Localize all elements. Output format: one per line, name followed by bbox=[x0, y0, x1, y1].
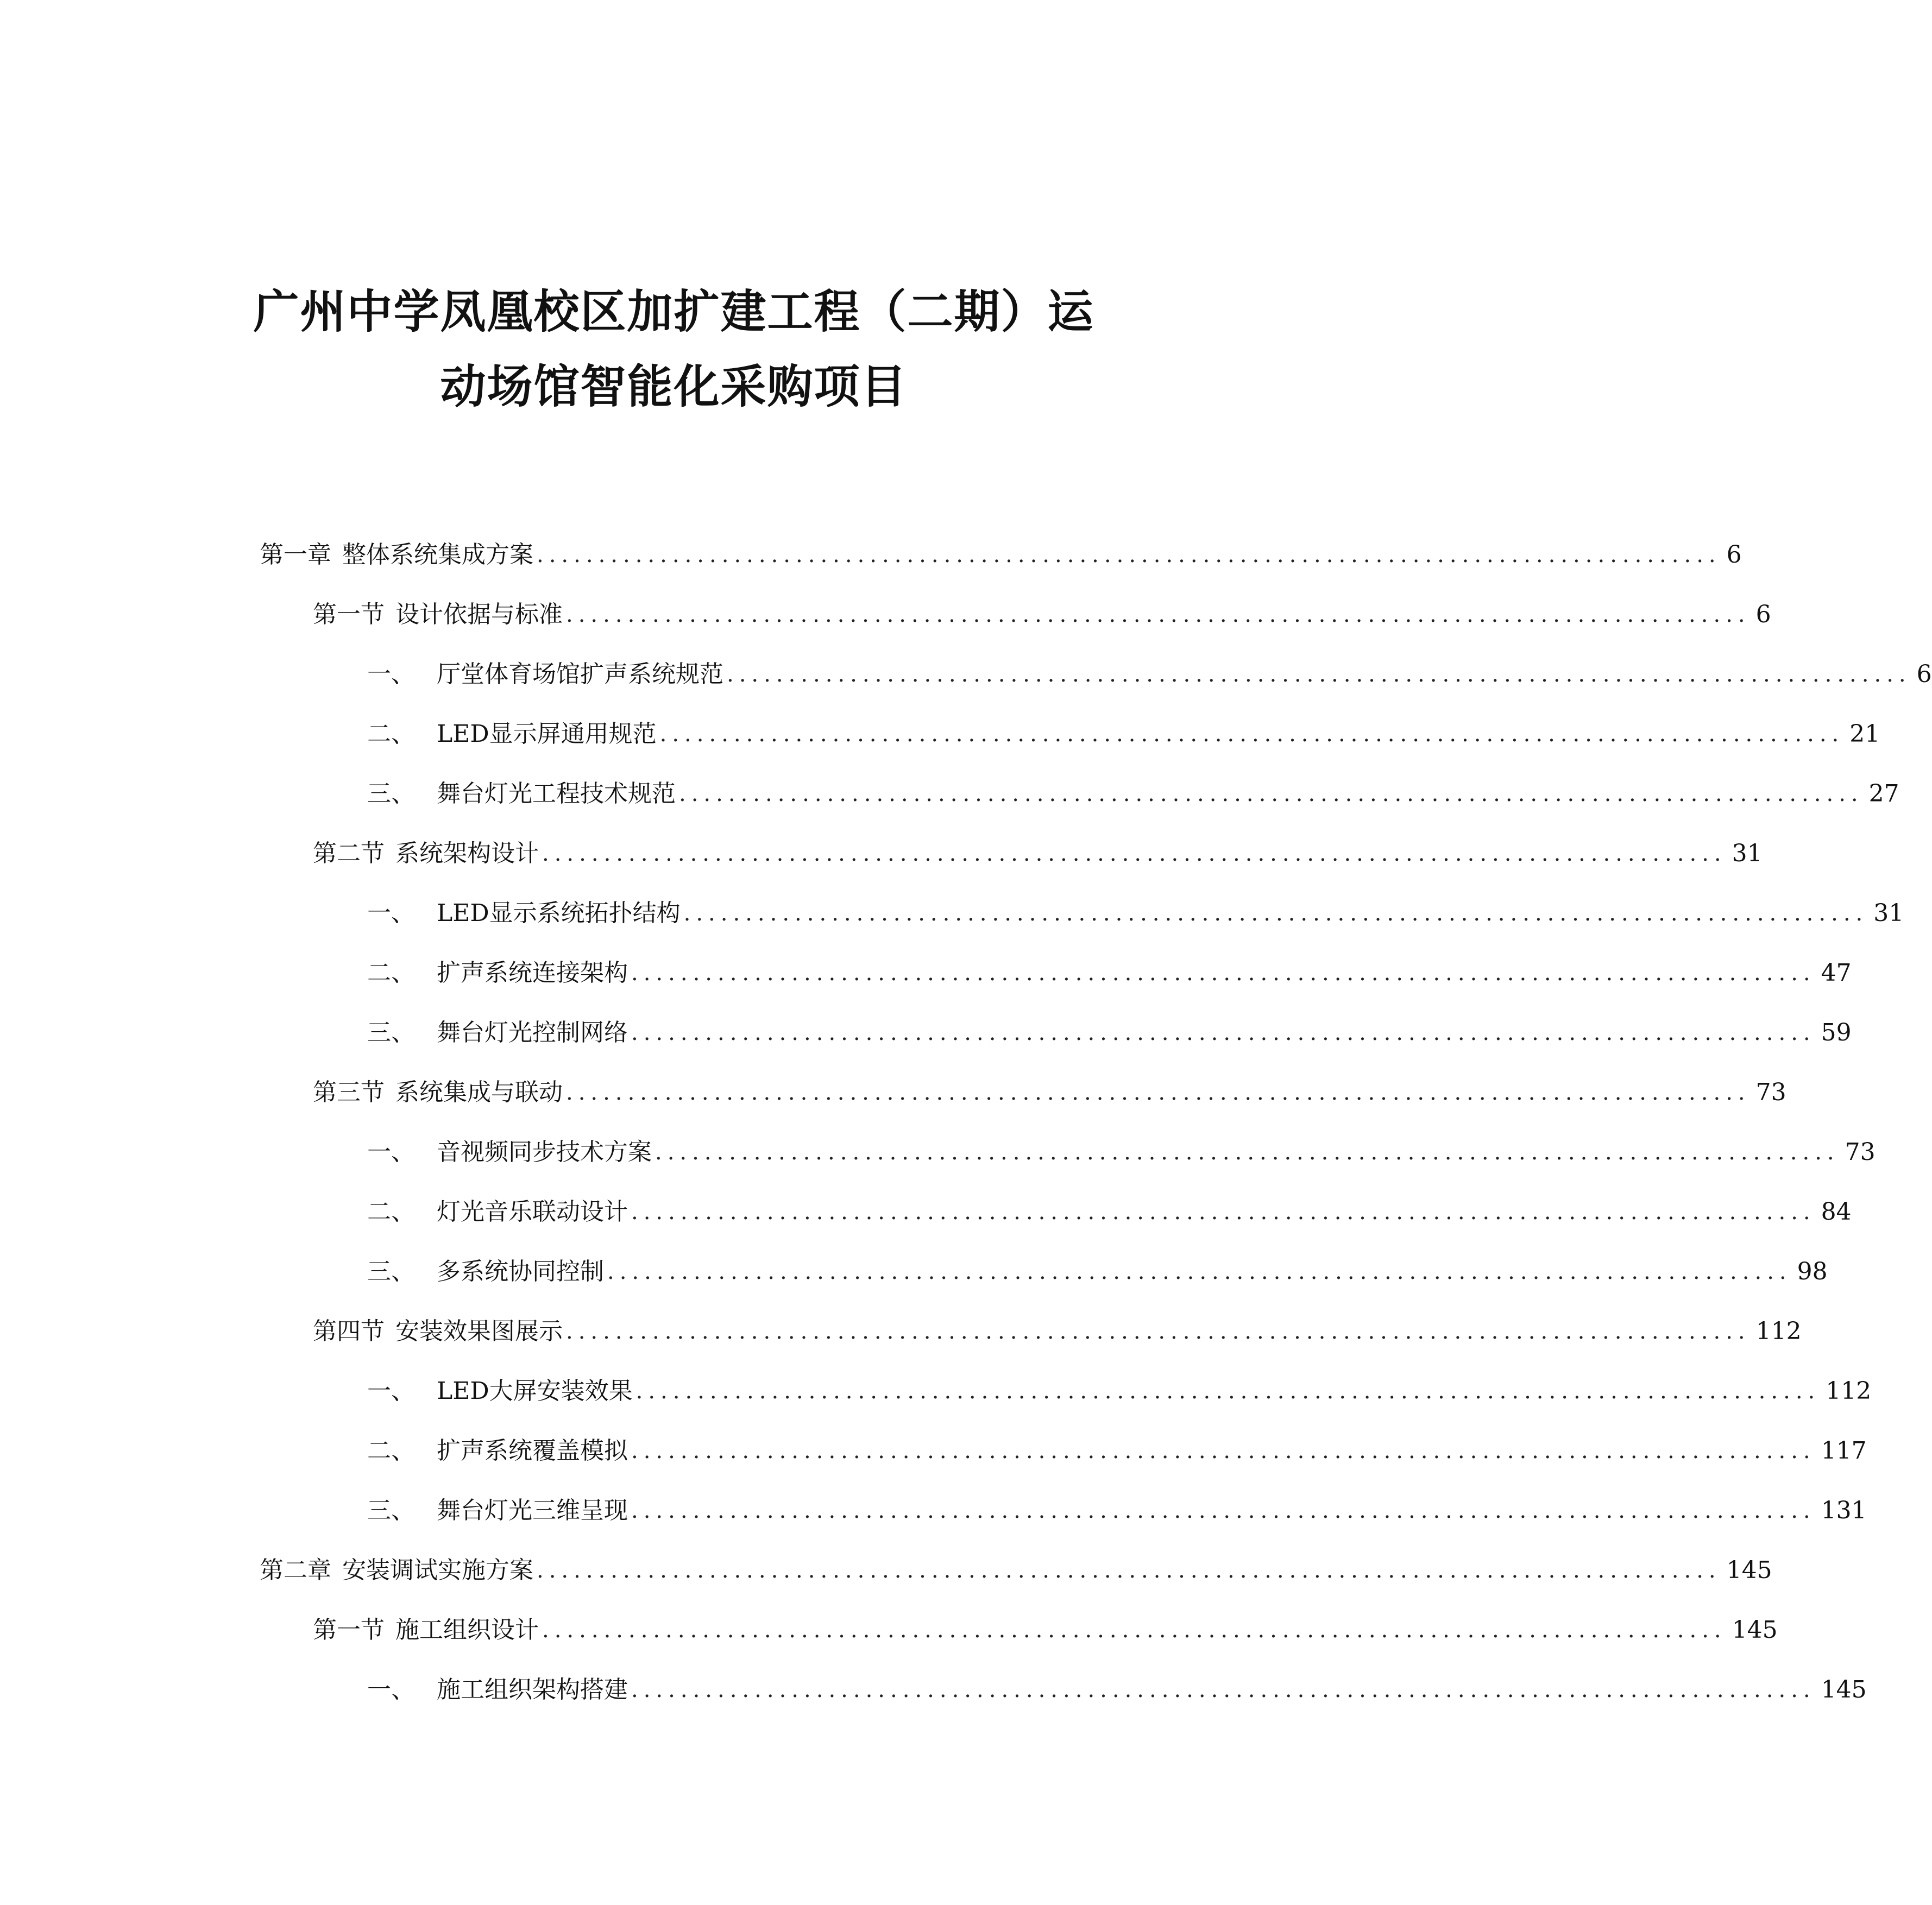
toc-entry-title: 设计依据与标准 bbox=[395, 601, 563, 628]
toc-entry-number: 二、 bbox=[367, 1198, 415, 1226]
toc-dot-leader: ................................................................................................ bbox=[607, 1259, 1792, 1284]
toc-entry-number: 第二章 bbox=[260, 1556, 331, 1584]
toc-entry[interactable] bbox=[367, 778, 1899, 810]
toc-entry-page: 145 bbox=[1726, 1556, 1772, 1584]
toc-entry-number: 第一章 bbox=[260, 541, 331, 569]
toc-entry-page: 6 bbox=[1916, 660, 1932, 688]
toc-entry[interactable] bbox=[367, 1375, 1872, 1408]
toc-dot-leader: ................................................................................................ bbox=[631, 1498, 1816, 1523]
toc-entry-title: 扩声系统连接架构 bbox=[437, 959, 628, 987]
toc-dot-leader: ................................................................................................ bbox=[631, 1439, 1816, 1464]
toc-dot-leader: ................................................................................................ bbox=[537, 543, 1721, 567]
toc-entry-number: 第一节 bbox=[313, 601, 385, 628]
toc-entry-number: 一、 bbox=[367, 899, 415, 927]
toc-dot-leader: ................................................................................................ bbox=[679, 781, 1864, 806]
toc-entry-number: 三、 bbox=[367, 1497, 415, 1524]
toc-entry-page: 6 bbox=[1755, 601, 1771, 628]
toc-entry-page: 131 bbox=[1821, 1497, 1867, 1524]
toc-entry-title: LED显示系统拓扑结构 bbox=[437, 899, 681, 927]
toc-entry[interactable] bbox=[367, 658, 1932, 691]
toc-entry[interactable] bbox=[367, 1017, 1852, 1049]
toc-entry[interactable] bbox=[367, 897, 1904, 930]
toc-dot-leader: ................................................................................................ bbox=[566, 602, 1751, 627]
toc-entry-title: 系统架构设计 bbox=[395, 840, 539, 867]
toc-entry-page: 21 bbox=[1849, 720, 1880, 748]
toc-entry[interactable] bbox=[313, 1315, 1802, 1348]
toc-dot-leader: ................................................................................................ bbox=[631, 1677, 1816, 1702]
toc-entry-title: 舞台灯光工程技术规范 bbox=[437, 780, 676, 808]
toc-entry-title: 舞台灯光控制网络 bbox=[437, 1019, 628, 1046]
document-title-line-2: 动场馆智能化采购项目 bbox=[440, 360, 908, 413]
toc-entry-page: 73 bbox=[1755, 1078, 1786, 1106]
toc-dot-leader: ................................................................................................ bbox=[655, 1140, 1840, 1165]
toc-entry-page: 98 bbox=[1797, 1258, 1828, 1285]
toc-entry-number: 一、 bbox=[367, 1377, 415, 1405]
toc-dot-leader: ................................................................................................ bbox=[659, 722, 1845, 747]
toc-entry[interactable] bbox=[367, 718, 1880, 750]
toc-entry-number: 三、 bbox=[367, 1258, 415, 1285]
toc-entry-title: 音视频同步技术方案 bbox=[437, 1138, 652, 1166]
toc-entry-title: LED大屏安装效果 bbox=[437, 1377, 633, 1405]
toc-entry[interactable] bbox=[367, 1674, 1867, 1706]
toc-entry-title: 安装效果图展示 bbox=[395, 1317, 563, 1345]
toc-entry[interactable] bbox=[313, 1076, 1786, 1109]
toc-entry-page: 6 bbox=[1726, 541, 1742, 569]
toc-entry-page: 112 bbox=[1755, 1317, 1802, 1345]
toc-dot-leader: ................................................................................................ bbox=[635, 1379, 1821, 1404]
toc-entry-number: 第三节 bbox=[313, 1078, 385, 1106]
toc-entry-number: 三、 bbox=[367, 780, 415, 808]
toc-entry-title: 舞台灯光三维呈现 bbox=[437, 1497, 628, 1524]
toc-entry-number: 第四节 bbox=[313, 1317, 385, 1345]
toc-entry[interactable] bbox=[367, 1256, 1828, 1288]
toc-entry[interactable] bbox=[367, 957, 1852, 989]
document-title-line-1: 广州中学凤凰校区加扩建工程（二期）运 bbox=[253, 285, 1094, 338]
toc-entry-number: 一、 bbox=[367, 1138, 415, 1166]
toc-entry-page: 112 bbox=[1826, 1377, 1872, 1405]
toc-entry-title: LED显示屏通用规范 bbox=[437, 720, 657, 748]
toc-dot-leader: ................................................................................................ bbox=[683, 901, 1868, 926]
toc-entry-number: 一、 bbox=[367, 660, 415, 688]
toc-entry[interactable] bbox=[313, 837, 1763, 870]
toc-entry-number: 二、 bbox=[367, 959, 415, 987]
toc-entry-page: 145 bbox=[1732, 1616, 1778, 1644]
toc-entry-title: 厅堂体育场馆扩声系统规范 bbox=[437, 660, 723, 688]
toc-entry[interactable] bbox=[367, 1435, 1867, 1467]
toc-entry-page: 27 bbox=[1868, 780, 1899, 808]
toc-entry-title: 系统集成与联动 bbox=[395, 1078, 563, 1106]
toc-dot-leader: ................................................................................................ bbox=[542, 841, 1727, 866]
toc-entry[interactable] bbox=[367, 1136, 1876, 1169]
toc-entry-title: 施工组织设计 bbox=[395, 1616, 539, 1644]
toc-dot-leader: ................................................................................................ bbox=[537, 1558, 1721, 1583]
toc-entry[interactable] bbox=[367, 1196, 1852, 1228]
toc-dot-leader: ................................................................................................ bbox=[631, 1020, 1816, 1045]
toc-entry-title: 多系统协同控制 bbox=[437, 1258, 604, 1285]
toc-entry-page: 31 bbox=[1873, 899, 1904, 927]
toc-entry-page: 59 bbox=[1821, 1019, 1852, 1046]
toc-entry-number: 二、 bbox=[367, 720, 415, 748]
toc-entry-number: 第一节 bbox=[313, 1616, 385, 1644]
toc-entry[interactable] bbox=[313, 598, 1771, 631]
toc-entry-number: 第二节 bbox=[313, 840, 385, 867]
toc-entry-page: 47 bbox=[1821, 959, 1852, 987]
toc-dot-leader: ................................................................................................ bbox=[631, 961, 1816, 986]
toc-entry-title: 整体系统集成方案 bbox=[342, 541, 533, 569]
toc-entry[interactable] bbox=[260, 539, 1742, 571]
toc-entry-number: 一、 bbox=[367, 1676, 415, 1704]
toc-entry-page: 117 bbox=[1821, 1437, 1867, 1465]
toc-dot-leader: ................................................................................................ bbox=[631, 1200, 1816, 1225]
toc-entry[interactable] bbox=[313, 1614, 1778, 1647]
toc-entry-title: 扩声系统覆盖模拟 bbox=[437, 1437, 628, 1465]
toc-entry-title: 施工组织架构搭建 bbox=[437, 1676, 628, 1704]
toc-dot-leader: ................................................................................................ bbox=[727, 662, 1911, 687]
toc-dot-leader: ................................................................................................ bbox=[542, 1618, 1727, 1643]
toc-entry-page: 84 bbox=[1821, 1198, 1852, 1226]
toc-entry-title: 安装调试实施方案 bbox=[342, 1556, 533, 1584]
toc-entry[interactable] bbox=[260, 1554, 1772, 1587]
toc-dot-leader: ................................................................................................ bbox=[566, 1080, 1751, 1105]
toc-entry-page: 145 bbox=[1821, 1676, 1867, 1704]
toc-entry-number: 二、 bbox=[367, 1437, 415, 1465]
toc-entry[interactable] bbox=[367, 1494, 1867, 1527]
toc-entry-number: 三、 bbox=[367, 1019, 415, 1046]
toc-dot-leader: ................................................................................................ bbox=[566, 1319, 1751, 1344]
toc-entry-title: 灯光音乐联动设计 bbox=[437, 1198, 628, 1226]
toc-entry-page: 31 bbox=[1732, 840, 1763, 867]
toc-entry-page: 73 bbox=[1845, 1138, 1876, 1166]
